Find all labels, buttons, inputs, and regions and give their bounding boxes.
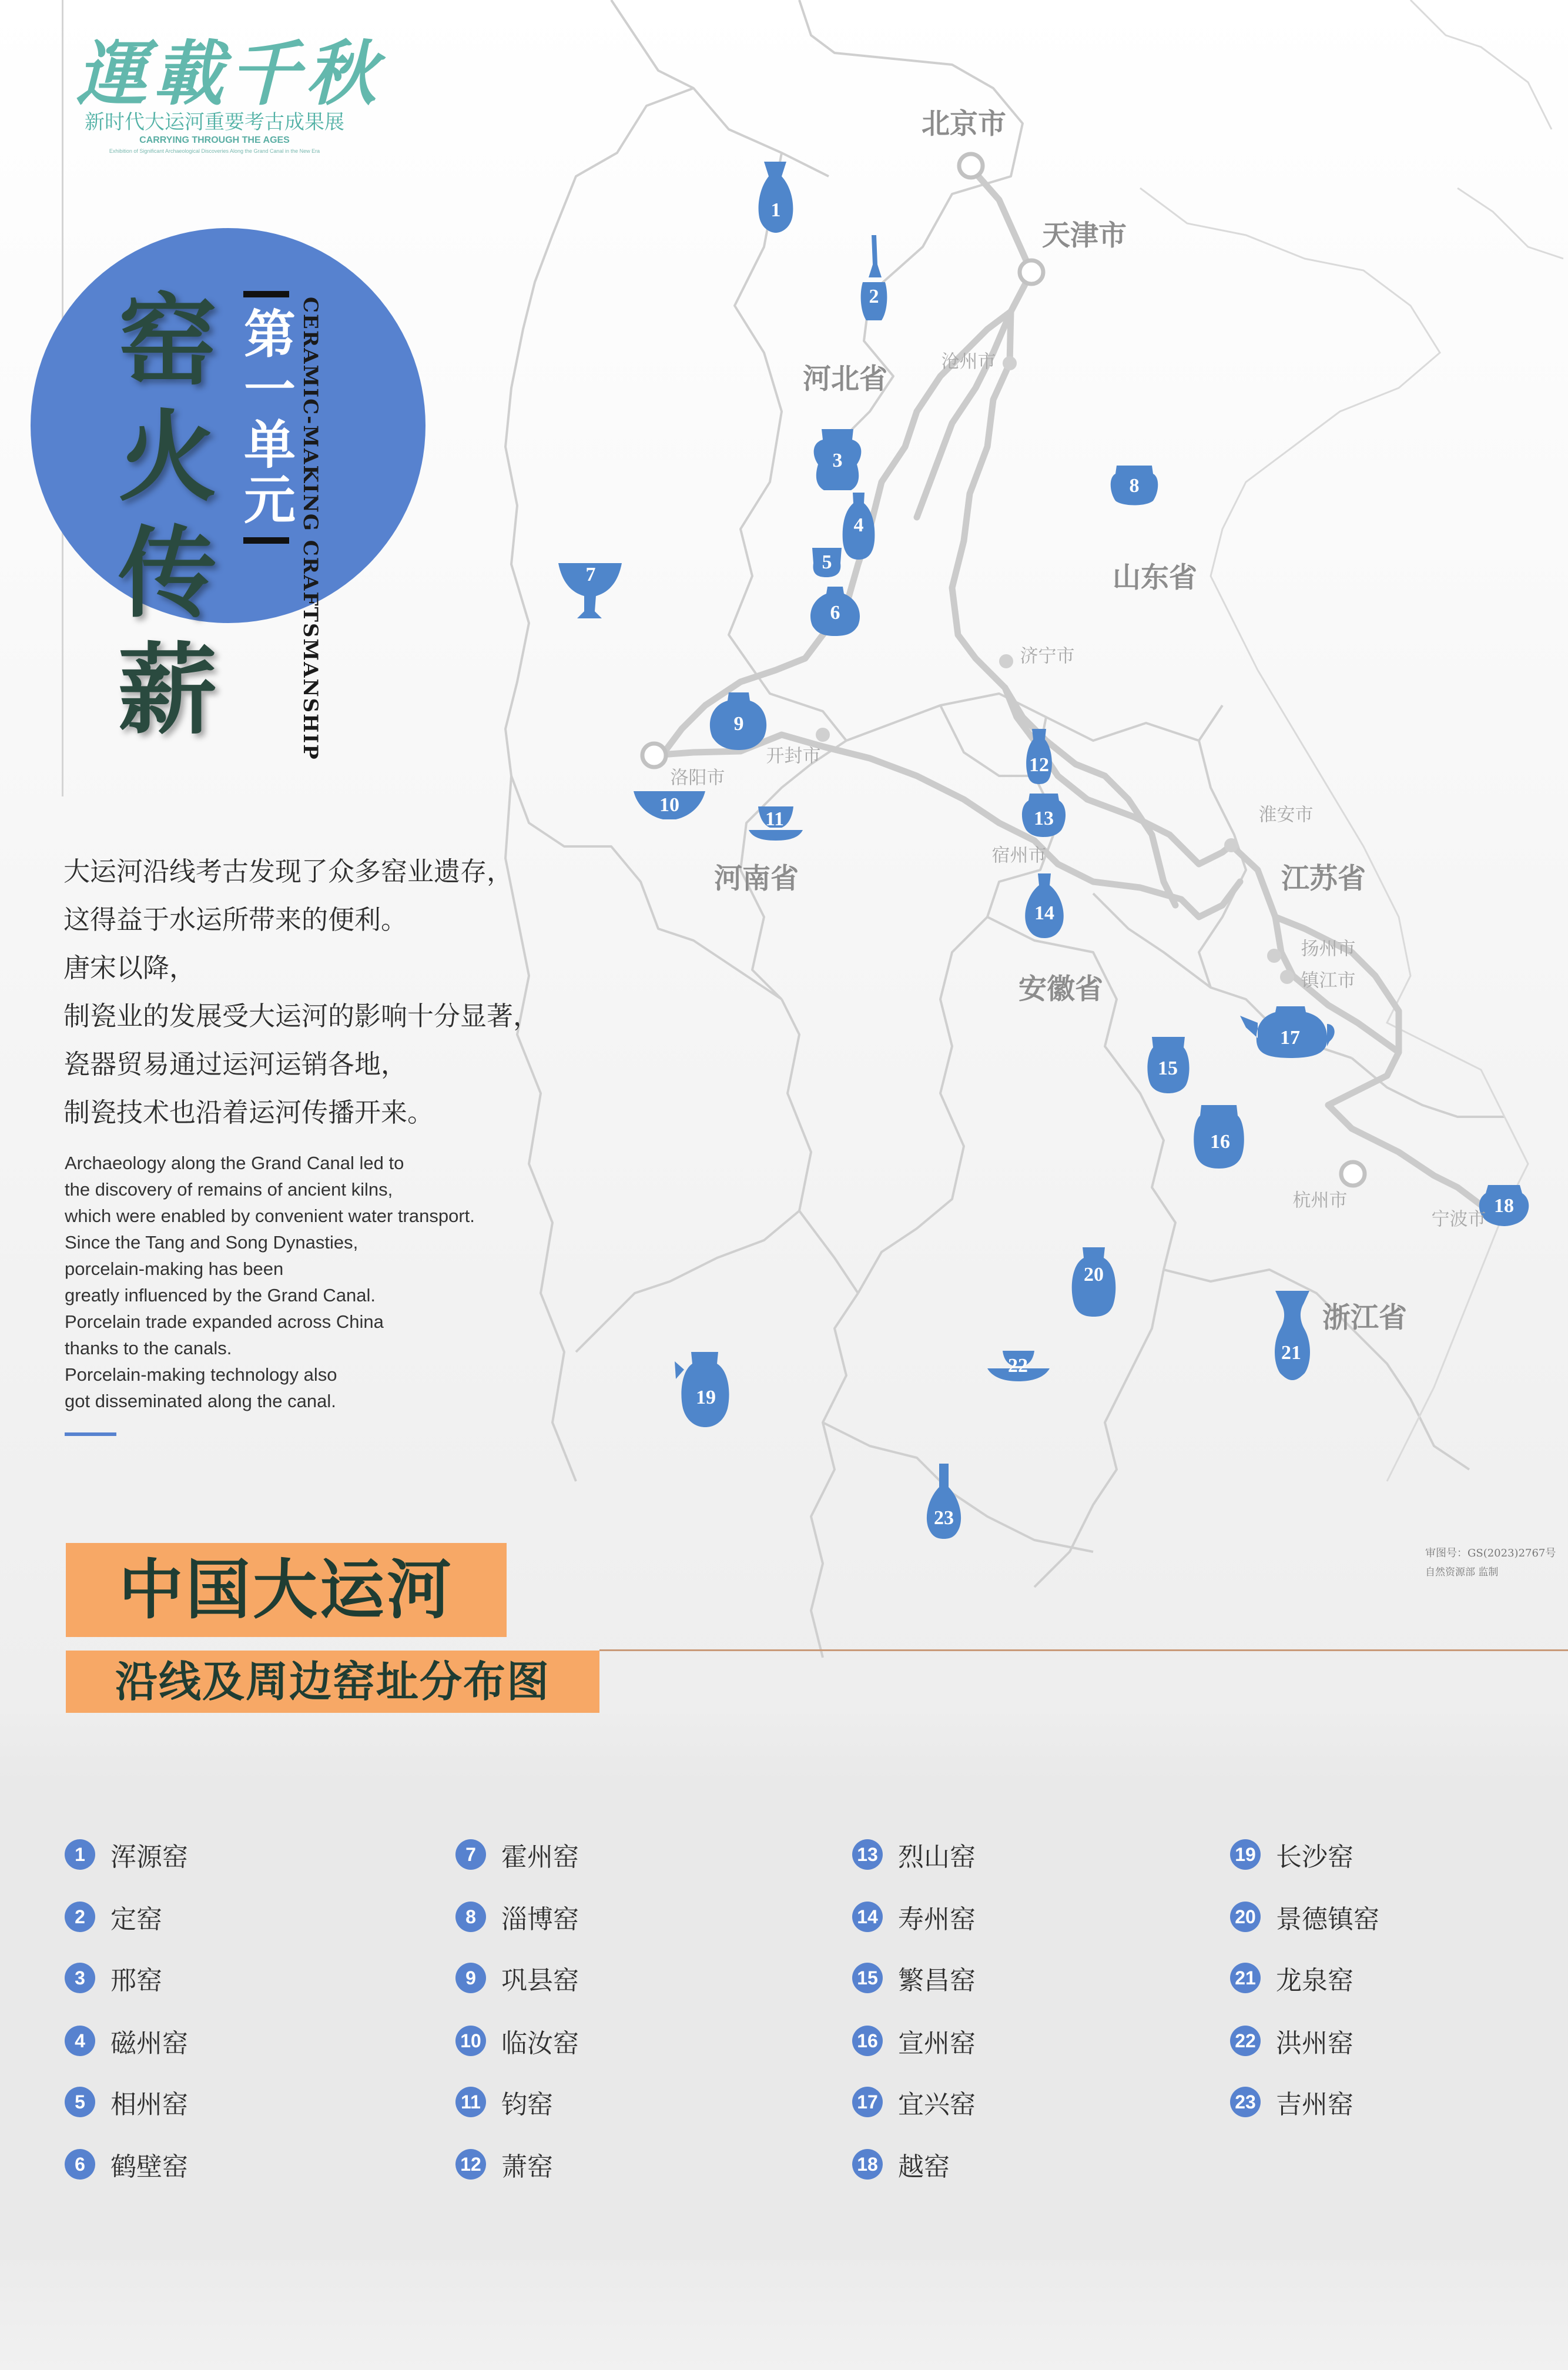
kiln-marker-number: 23 — [934, 1507, 954, 1529]
kiln-marker-number: 7 — [585, 564, 596, 585]
legend-item — [65, 1960, 162, 1996]
legend-number-badge: 11 — [455, 2087, 486, 2117]
intro-zh-line: 这得益于水运所带来的便利。 — [63, 904, 408, 935]
kiln-marker-number: 19 — [696, 1387, 716, 1408]
legend-number-badge: 20 — [1230, 1902, 1261, 1932]
intro-zh-line: 制瓷业的发展受大运河的影响十分显著， — [63, 1000, 540, 1032]
legend-item — [1230, 2023, 1353, 2059]
legend-kiln-name: 长沙窑 — [1276, 1842, 1353, 1872]
intro-en-line: Since the Tang and Song Dynasties, — [65, 1232, 359, 1253]
legend-item — [65, 2146, 188, 2182]
legend-number-badge: 15 — [852, 1963, 883, 1993]
legend-item — [455, 2084, 553, 2120]
kiln-marker-number: 20 — [1084, 1264, 1104, 1286]
unit-title-char: 火 — [118, 399, 217, 515]
legend-number-badge: 2 — [65, 1902, 95, 1932]
city-marker-jining — [999, 654, 1013, 668]
unit-number-bar-bottom — [243, 537, 289, 544]
legend-item — [65, 1836, 188, 1873]
legend-kiln-name: 景德镇窑 — [1276, 1904, 1379, 1934]
legend-item — [852, 1960, 976, 1996]
intro-en-line: which were enabled by convenient water transport. — [65, 1206, 475, 1226]
legend-kiln-name: 宜兴窑 — [898, 2090, 976, 2120]
legend-kiln-name: 巩县窑 — [501, 1966, 579, 1996]
kiln-marker-number: 10 — [659, 794, 679, 816]
unit-title-char: 窑 — [118, 282, 217, 399]
legend-number-badge: 21 — [1230, 1963, 1261, 1993]
city-label-jining: 济宁市 — [1020, 645, 1075, 667]
legend-kiln-name: 吉州窑 — [1276, 2090, 1353, 2120]
legend-number-badge: 18 — [852, 2149, 883, 2180]
legend-item — [852, 1899, 976, 1935]
legend-kiln-name: 相州窑 — [110, 2090, 188, 2120]
city-marker-huaian — [1224, 838, 1238, 852]
kiln-marker-number: 16 — [1210, 1131, 1230, 1153]
intro-en-line: Porcelain-making technology also — [65, 1364, 337, 1385]
legend-kiln-name: 烈山窑 — [898, 1842, 976, 1872]
kiln-marker-number: 9 — [733, 713, 744, 735]
legend-number-badge: 3 — [65, 1963, 95, 1993]
unit-title — [115, 282, 220, 748]
city-marker-kaifeng — [816, 728, 830, 742]
city-label-suzhou: 宿州市 — [991, 845, 1047, 866]
legend-number-badge: 12 — [455, 2149, 486, 2180]
kiln-marker-number: 18 — [1494, 1195, 1514, 1217]
legend-number-badge: 16 — [852, 2026, 883, 2056]
exhibition-english-title: CARRYING THROUGH THE AGES — [139, 135, 290, 145]
legend-number-badge: 17 — [852, 2087, 883, 2117]
legend-item — [65, 2084, 188, 2120]
legend-kiln-name: 越窑 — [898, 2152, 950, 2182]
city-label-beijing: 北京市 — [921, 107, 1007, 140]
province-label-zhejiang: 浙江省 — [1322, 1301, 1408, 1334]
legend-kiln-name: 霍州窑 — [501, 1842, 579, 1872]
map-title-line2: 沿线及周边窑址分布图 — [115, 1656, 550, 1706]
intro-chinese — [63, 848, 604, 1137]
kiln-marker-number: 8 — [1129, 475, 1140, 497]
legend-item — [455, 2146, 553, 2182]
map-title-line1: 中国大运河 — [119, 1552, 454, 1628]
legend-item — [1230, 1899, 1379, 1935]
banner-divider-line — [599, 1649, 1568, 1651]
kiln-marker-number: 13 — [1034, 808, 1054, 829]
legend-item — [1230, 1960, 1353, 1996]
city-marker-zhenjiang — [1280, 970, 1294, 984]
kiln-marker-number: 6 — [830, 602, 840, 624]
legend-number-badge: 23 — [1230, 2087, 1261, 2117]
intro-en-line: porcelain-making has been — [65, 1258, 284, 1279]
legend-kiln-name: 淄博窑 — [501, 1904, 579, 1934]
legend-number-badge: 22 — [1230, 2026, 1261, 2056]
map-review-authority: 自然资源部 监制 — [1425, 1566, 1499, 1578]
unit-number-label — [234, 291, 299, 591]
coastline — [1140, 0, 1563, 1481]
legend-kiln-name: 鹤壁窑 — [110, 2152, 188, 2182]
intro-english — [65, 1150, 594, 1414]
legend-item — [1230, 1836, 1353, 1873]
legend-kiln-name: 浑源窑 — [110, 1842, 188, 1872]
unit-circle — [31, 228, 425, 623]
province-label-jiangsu: 江苏省 — [1281, 862, 1366, 895]
legend-item — [852, 2084, 976, 2120]
legend-kiln-name: 寿州窑 — [898, 1904, 976, 1934]
province-label-henan: 河南省 — [713, 862, 799, 895]
kiln-marker-number: 15 — [1158, 1057, 1178, 1079]
legend-number-badge: 5 — [65, 2087, 95, 2117]
legend-number-badge: 6 — [65, 2149, 95, 2180]
unit-title-char: 传 — [118, 515, 217, 631]
city-marker-cangzhou — [1003, 356, 1017, 370]
city-marker-beijing — [959, 154, 983, 178]
city-label-ningbo: 宁波市 — [1431, 1209, 1486, 1230]
kiln-marker-number: 14 — [1034, 902, 1054, 924]
kiln-marker-number: 5 — [822, 551, 832, 573]
intro-zh-line: 制瓷技术也沿着运河传播开来。 — [63, 1097, 434, 1128]
map-review-number: 审图号：GS(2023)2767号 — [1425, 1547, 1556, 1559]
city-label-tianjin: 天津市 — [1041, 219, 1127, 252]
exhibition-logo-title: 運載千秋 — [76, 32, 382, 115]
province-label-hebei: 河北省 — [802, 362, 888, 396]
city-label-yangzhou: 扬州市 — [1301, 938, 1356, 960]
kiln-marker-number: 11 — [765, 808, 785, 830]
city-label-huaian: 淮安市 — [1258, 804, 1314, 826]
legend-number-badge: 10 — [455, 2026, 486, 2056]
legend-item — [65, 1899, 162, 1935]
intro-zh-line: 瓷器贸易通过运河运销各地， — [63, 1049, 408, 1080]
legend-kiln-name: 龙泉窑 — [1276, 1966, 1353, 1996]
province-label-anhui: 安徽省 — [1018, 972, 1104, 1006]
legend-kiln-name: 临汝窑 — [501, 2028, 579, 2058]
unit-number-text: 第一单元 — [236, 307, 297, 528]
legend-item — [65, 2023, 188, 2059]
legend-number-badge: 13 — [852, 1839, 883, 1870]
legend-kiln-name: 钧窑 — [501, 2090, 553, 2120]
unit-number-bar-top — [243, 291, 289, 297]
kiln-marker-number: 3 — [832, 450, 843, 471]
city-marker-yangzhou — [1267, 949, 1281, 963]
exhibition-subtitle: 新时代大运河重要考古成果展 — [85, 111, 344, 134]
exhibition-english-subtitle: Exhibition of Significant Archaeological Discoveries Along the Grand Canal in the New Era — [109, 148, 320, 154]
intro-en-line: got disseminated along the canal. — [65, 1391, 336, 1411]
unit-title-char: 薪 — [118, 631, 217, 748]
intro-en-line: the discovery of remains of ancient kilns, — [65, 1179, 393, 1200]
legend-item — [1230, 2084, 1353, 2120]
intro-zh-line: 唐宋以降， — [63, 952, 196, 983]
kiln-marker-number: 17 — [1280, 1027, 1300, 1049]
kiln-marker-number: 12 — [1029, 754, 1049, 776]
grand-canal-route — [652, 166, 1505, 1205]
legend-item — [455, 2023, 579, 2059]
legend-number-badge: 8 — [455, 1902, 486, 1932]
legend-kiln-name: 邢窑 — [110, 1966, 162, 1996]
kiln-marker-number: 1 — [770, 199, 781, 221]
legend-kiln-name: 宣州窑 — [898, 2028, 976, 2058]
kiln-marker-number: 4 — [853, 514, 864, 536]
legend-item — [852, 1836, 976, 1873]
legend-kiln-name: 定窑 — [110, 1904, 162, 1934]
city-marker-tianjin — [1020, 260, 1043, 284]
province-label-shandong: 山东省 — [1112, 561, 1198, 594]
legend-number-badge: 1 — [65, 1839, 95, 1870]
legend-item — [455, 1960, 579, 1996]
intro-en-line: greatly influenced by the Grand Canal. — [65, 1285, 376, 1305]
legend-number-badge: 14 — [852, 1902, 883, 1932]
legend-item — [852, 2023, 976, 2059]
city-label-zhenjiang: 镇江市 — [1301, 970, 1356, 992]
legend-kiln-name: 繁昌窑 — [898, 1966, 976, 1996]
city-label-luoyang: 洛阳市 — [670, 767, 725, 789]
kiln-marker-number: 21 — [1281, 1342, 1301, 1364]
intro-en-line: Archaeology along the Grand Canal led to — [65, 1153, 404, 1173]
kiln-marker-number: 22 — [1008, 1355, 1028, 1377]
intro-en-line: Porcelain trade expanded across China — [65, 1311, 384, 1332]
legend-item — [455, 1836, 579, 1873]
intro-accent-dash — [65, 1432, 116, 1436]
legend-number-badge: 4 — [65, 2026, 95, 2056]
city-label-kaifeng: 开封市 — [766, 745, 821, 767]
city-marker-luoyang — [642, 744, 666, 767]
legend-item — [852, 2146, 950, 2182]
legend-number-badge: 7 — [455, 1839, 486, 1870]
legend-number-badge: 19 — [1230, 1839, 1261, 1870]
legend-number-badge: 9 — [455, 1963, 486, 1993]
kiln-icon-21[interactable] — [1275, 1291, 1310, 1380]
city-marker-hangzhou — [1341, 1162, 1365, 1186]
kiln-icon-1[interactable] — [759, 162, 793, 233]
intro-en-line: thanks to the canals. — [65, 1338, 232, 1358]
kiln-marker-number: 2 — [869, 286, 879, 307]
legend-item — [455, 1899, 579, 1935]
legend-kiln-name: 洪州窑 — [1276, 2028, 1353, 2058]
intro-zh-line: 大运河沿线考古发现了众多窑业遗存， — [63, 856, 514, 887]
city-label-cangzhou: 沧州市 — [941, 351, 996, 373]
city-label-hangzhou: 杭州市 — [1292, 1190, 1348, 1211]
legend-kiln-name: 磁州窑 — [110, 2028, 188, 2058]
unit-english-title: CERAMIC-MAKING CRAFTSMANSHIP — [299, 297, 322, 761]
legend-kiln-name: 萧窑 — [501, 2152, 553, 2182]
